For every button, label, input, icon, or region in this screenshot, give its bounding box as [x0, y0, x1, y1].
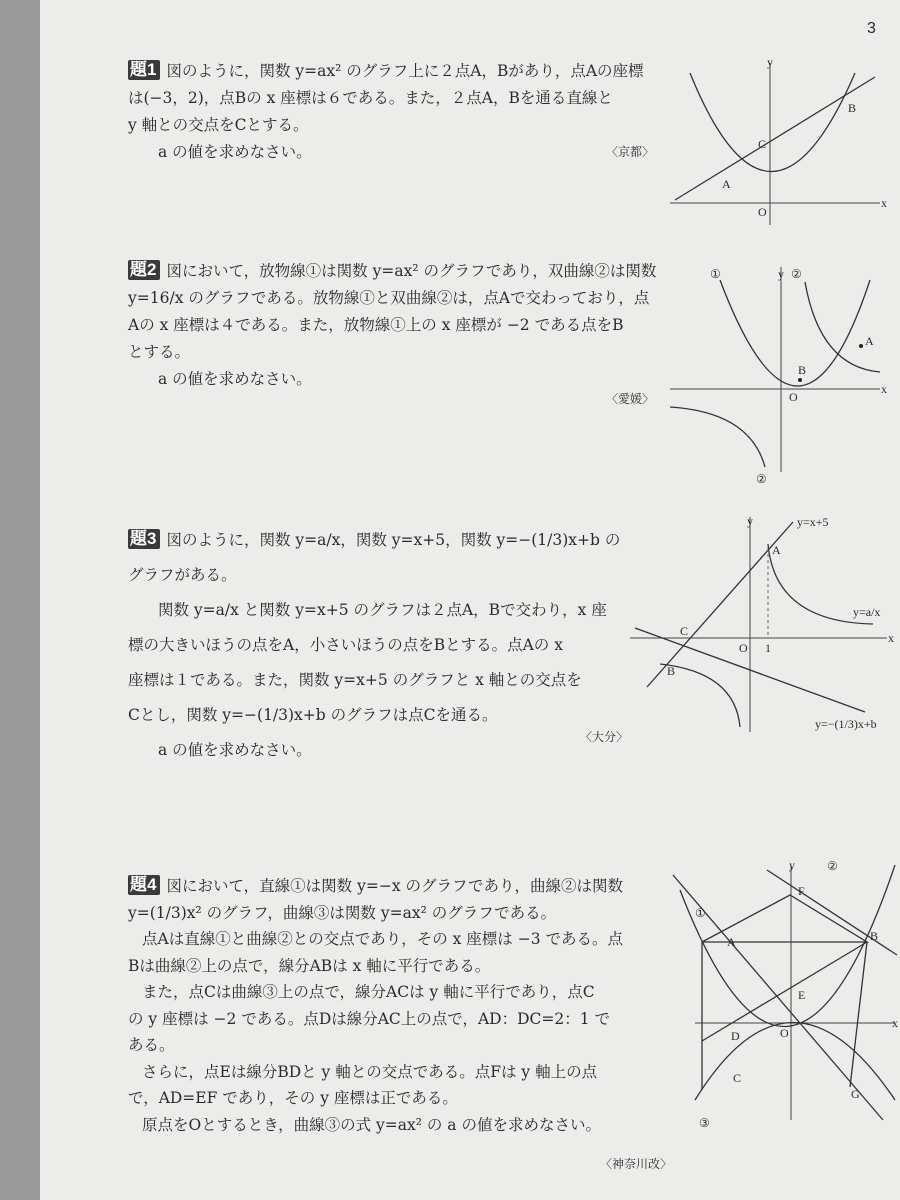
problem-text-line: Aの x 座標は４である。また，放物線①上の x 座標が −2 である点をB: [128, 316, 624, 334]
problem-text-line: Bは曲線②上の点で，線分ABは x 軸に平行である。: [128, 956, 491, 975]
problem-badge: 題4: [128, 875, 160, 895]
problem-text-line: Cとし，関数 y=−(1/3)x+b のグラフは点Cを通る。: [128, 706, 498, 724]
source-label: 〈神奈川改〉: [600, 1157, 673, 1171]
point-a-dot: [859, 344, 863, 348]
problem-text-line: 図において，放物線①は関数 y=ax² のグラフであり，双曲線②は関数: [166, 262, 657, 280]
y-axis-label: y: [778, 267, 784, 281]
problem-text-line: グラフがある。: [128, 566, 237, 584]
parabola-curve: [690, 73, 855, 172]
point-label-d: D: [731, 1029, 740, 1043]
point-label-c: C: [758, 137, 767, 151]
x-axis-label: x: [881, 196, 887, 210]
problem-text-line: 図において，直線①は関数 y=−x のグラフであり，曲線②は関数: [166, 877, 623, 895]
figure-2: [665, 262, 900, 487]
x-axis-label: x: [892, 1016, 898, 1030]
hyperbola-label: y=a/x: [853, 605, 881, 619]
source-label: 〈大分〉: [580, 730, 629, 744]
origin-label: O: [758, 205, 767, 219]
point-label-f: F: [798, 884, 805, 898]
figure-4: [655, 855, 900, 1135]
textbook-page: [40, 0, 900, 1200]
curve-label-2: ②: [827, 859, 838, 873]
point-label-g: G: [851, 1087, 860, 1101]
problem-question: a の値を求めなさい。: [158, 741, 312, 759]
point-label-a: A: [722, 177, 731, 191]
x-axis-label: x: [881, 382, 887, 396]
problem-text-line: y 軸との交点をCとする。: [128, 116, 309, 134]
line2-label: y=−(1/3)x+b: [815, 717, 877, 731]
problem-3: [128, 523, 658, 768]
y-axis-label: y: [767, 55, 773, 69]
problem-text-line: の y 座標は −2 である。点Dは線分AC上の点で，AD：DC=2：1 で: [128, 1009, 611, 1028]
figure-3: [625, 512, 900, 744]
problem-text-line: y=16/x のグラフである。放物線①と双曲線②は，点Aで交わっており，点: [128, 289, 650, 307]
origin-label: O: [739, 641, 748, 655]
problem-question: a の値を求めなさい。: [158, 143, 312, 161]
problem-text-line: ある。: [128, 1036, 175, 1054]
point-label-e: E: [798, 988, 806, 1002]
x-axis-label: x: [888, 631, 894, 645]
point-label-c: C: [680, 624, 689, 638]
problem-text-line: さらに，点Eは線分BDと y 軸との交点である。点Fは y 軸上の点: [142, 1062, 598, 1081]
point-label-a: A: [772, 543, 781, 557]
y-axis-label: y: [747, 514, 753, 528]
problem-question: a の値を求めなさい。: [158, 370, 312, 388]
page-number: 3: [867, 20, 876, 37]
point-label-a: A: [727, 935, 736, 949]
problem-question: 原点をOとするとき，曲線③の式 y=ax² の a の値を求めなさい。: [142, 1115, 601, 1134]
source-label: 〈愛媛〉: [606, 392, 655, 406]
tick-label-1: 1: [765, 641, 771, 655]
curve-label-1: ①: [710, 267, 721, 281]
figure-1: [665, 55, 900, 230]
problem-text-line: で，AD=EF であり，その y 座標は正である。: [128, 1089, 458, 1107]
problem-text-line: y=(1/3)x² のグラフ，曲線③は関数 y=ax² のグラフである。: [128, 903, 557, 922]
origin-label: O: [780, 1026, 789, 1040]
problem-text-line: 図のように，関数 y=a/x，関数 y=x+5，関数 y=−(1/3)x+b の: [166, 531, 621, 549]
problem-4: [128, 873, 698, 1138]
curve-label-1: ①: [695, 906, 706, 920]
curve-3: [695, 1023, 895, 1101]
point-label-b: B: [848, 101, 857, 115]
point-b-dot: [798, 378, 802, 382]
origin-label: O: [789, 390, 798, 404]
point-label-b: B: [798, 363, 807, 377]
problem-text-line: また，点Cは曲線③上の点で，線分ACは y 軸に平行であり，点C: [142, 983, 595, 1001]
problem-text-line: 図のように，関数 y=ax² のグラフ上に２点A，Bがあり，点Aの座標: [166, 62, 644, 80]
point-label-b: B: [667, 664, 676, 678]
problem-text-line: とする。: [128, 343, 191, 361]
point-label-b: B: [870, 929, 879, 943]
problem-badge: 題1: [128, 60, 160, 80]
problem-1: [128, 58, 688, 166]
problem-text-line: 点Aは直線①と曲線②との交点であり，その x 座標は −3 である。点: [142, 930, 623, 948]
curve-label-2-bottom: ②: [756, 472, 767, 486]
y-axis-label: y: [789, 858, 795, 872]
problem-badge: 題3: [128, 529, 160, 549]
point-label-a: A: [865, 334, 874, 348]
problem-text-line: 座標は１である。また，関数 y=x+5 のグラフと x 軸との交点を: [128, 671, 582, 689]
line-ab: [675, 77, 875, 200]
problem-text-line: 関数 y=a/x と関数 y=x+5 のグラフは２点A，Bで交わり，x 座: [158, 601, 607, 619]
hyperbola-branch-upper: [805, 282, 880, 372]
hyperbola-branch-lower: [670, 407, 765, 467]
parabola-curve: [720, 280, 870, 386]
point-label-c: C: [733, 1071, 742, 1085]
source-label: 〈京都〉: [606, 145, 655, 159]
problem-text-line: 標の大きいほうの点をA，小さいほうの点をBとする。点Aの x: [128, 636, 563, 654]
problem-badge: 題2: [128, 260, 160, 280]
line1-label: y=x+5: [797, 515, 829, 529]
problem-text-line: は(−3，2)，点Bの x 座標は６である。また，２点A，Bを通る直線と: [128, 89, 613, 107]
curve-2: [680, 865, 895, 1027]
curve-label-2-top: ②: [791, 267, 802, 281]
problem-2: [128, 258, 688, 393]
curve-label-3: ③: [699, 1116, 710, 1130]
segment-bg: [850, 942, 867, 1087]
